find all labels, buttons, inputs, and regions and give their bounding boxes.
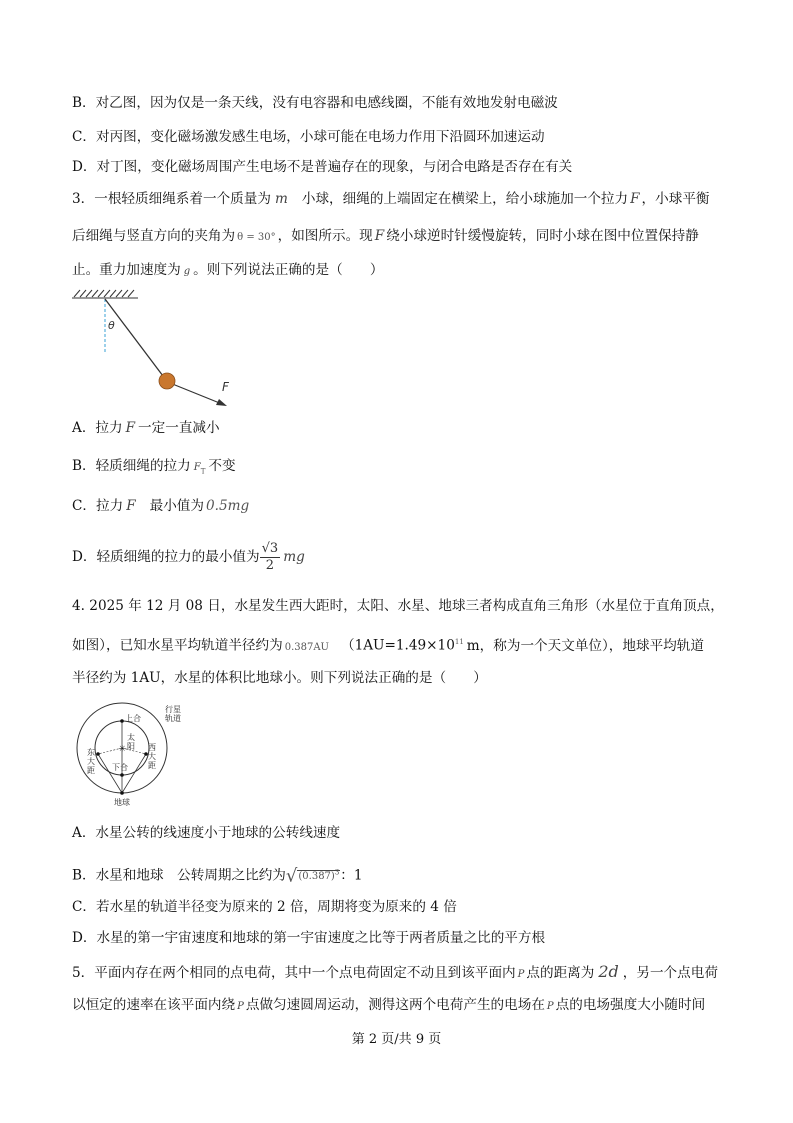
label-east-3: 距 xyxy=(87,766,95,775)
q2-option-c: C．对丙图，变化磁场激发感生电场，小球可能在电场力作用下沿圆环加速运动 xyxy=(72,129,545,145)
q4-option-b: B．水星和地球 公转周期之比约为$√(0.387)^3$：1 xyxy=(72,865,363,887)
q3-option-d: D．轻质细绳的拉力的最小值为 $\frac{√3}{2}$ mg xyxy=(72,541,305,573)
q4-option-d: D．水星的第一宇宙速度和地球的第一宇宙速度之比等于两者质量之比的平方根 xyxy=(72,930,546,946)
label-sun-2: 阳 xyxy=(127,742,135,751)
q5-stem-line2: 以恒定的速率在该平面内绕 P 点做匀速圆周运动，测得这两个电荷产生的电场在 P 点的电场强度大小随时间 xyxy=(72,997,706,1013)
q4-stem-line1: 4. 2025 年 12 月 08 日，水星发生西大距时，太阳、水星、地球三者构成直角三角形（水星位于直角顶点， xyxy=(72,598,724,614)
force-arrowhead xyxy=(216,399,227,406)
theta-label: θ xyxy=(108,319,115,332)
label-west-3: 距 xyxy=(148,761,156,770)
ball xyxy=(159,373,175,389)
label-sun-1: 太 xyxy=(127,733,135,742)
label-east-2: 大 xyxy=(87,757,95,766)
sqrt-expression: $(0.387)^3$ xyxy=(298,869,340,883)
label-top-conjunction: 上合 xyxy=(125,714,141,723)
q4-stem-line3: 半径约为 1AU，水星的体积比地球小。则下列说法正确的是（ ） xyxy=(72,670,487,686)
pendulum-figure xyxy=(70,288,240,413)
q3-option-c: C．拉力 F 最小值为 0.5mg xyxy=(72,498,250,514)
q4-option-a: A．水星公转的线速度小于地球的公转线速度 xyxy=(72,825,341,841)
page-number-footer: 第 2 页/共 9 页 xyxy=(351,1032,442,1047)
q4-stem-line2: 如图），已知水星平均轨道半径约为 0.387AU （$1AU=1.49\times 10^{11}$ m，称为一个天文单位），地球平均轨道 xyxy=(72,637,704,654)
q4-option-c: C．若水星的轨道半径变为原来的 2 倍，周期将变为原来的 4 倍 xyxy=(72,899,457,915)
label-earth: 地球 xyxy=(114,798,130,807)
label-orbit-2: 轨道 xyxy=(165,714,181,723)
q5-stem-line1: 5．平面内存在两个相同的点电荷，其中一个点电荷固定不动且到该平面内 P 点的距离为 2d ，另一个点电荷 xyxy=(72,962,718,981)
q3-stem-line1: 3．一根轻质细绳系着一个质量为 m 小球，细绳的上端固定在横梁上，给小球施加一个拉力 F ，小球平衡 xyxy=(72,191,710,207)
rope xyxy=(105,299,166,380)
force-arrow xyxy=(170,383,222,404)
mercury-bottom-dot xyxy=(120,773,124,777)
orbit-figure xyxy=(70,699,200,811)
mercury-east-dot xyxy=(96,752,100,756)
q3-option-a: A．拉力 F 一定一直减小 xyxy=(72,420,220,436)
earth-dot xyxy=(120,791,124,795)
q2-option-b: B．对乙图，因为仅是一条天线，没有电容器和电感线圈，不能有效地发射电磁波 xyxy=(72,95,558,111)
q3-option-b: B．轻质细绳的拉力 $F_T$ 不变 xyxy=(72,458,236,476)
line-earth-to-west xyxy=(122,754,146,793)
label-west-1: 西 xyxy=(148,743,156,752)
sun-icon: ✳ xyxy=(118,744,127,755)
label-bottom-conjunction: 下合 xyxy=(112,763,128,772)
q2-option-d: D．对丁图，变化磁场周围产生电场不是普遍存在的现象，与闭合电路是否存在有关 xyxy=(72,159,573,175)
q3-stem-line3: 止。重力加速度为 g 。则下列说法正确的是（ ） xyxy=(72,262,384,278)
force-label: F xyxy=(222,380,229,394)
mercury-top-dot xyxy=(120,719,124,723)
sqrt3-over-2: $\frac{√3}{2}$ xyxy=(261,541,279,573)
label-east-1: 东 xyxy=(87,748,95,757)
q3-stem-line2: 后细绳与竖直方向的夹角为 θ = 30° ，如图所示。现 F 绕小球逆时针缓慢旋转，同时小球在图中位置保持静 xyxy=(72,228,699,244)
label-orbit-1: 行星 xyxy=(165,705,181,714)
line-earth-to-east xyxy=(98,754,122,793)
ceiling-hatch xyxy=(72,290,138,298)
label-west-2: 大 xyxy=(148,752,156,761)
